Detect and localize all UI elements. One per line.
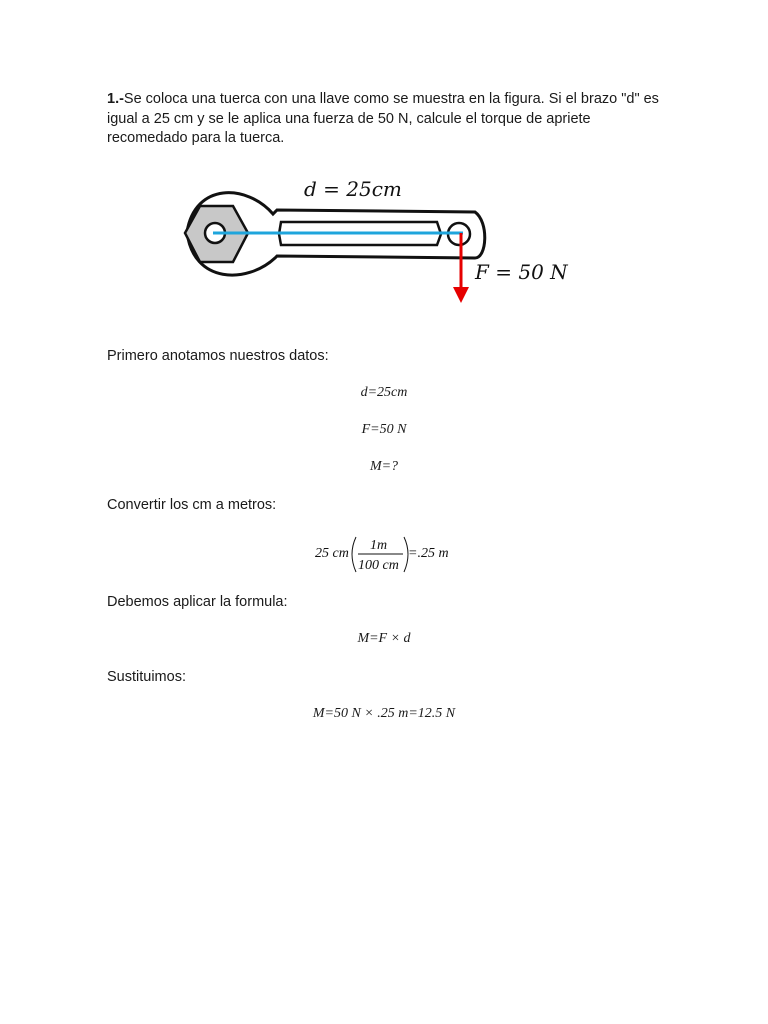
left-paren	[352, 537, 356, 572]
formula-equation-text: M=F × d	[357, 631, 411, 646]
problem-text: Se coloca una tuerca con una llave como se muestra en la figura. Si el brazo "d" es igual a 25 cm y se le aplica una fuerza de 50 N, calcule el torque de apriete recomedado para la tuerca.	[107, 91, 659, 146]
substitute-text: Sustituimos:	[107, 669, 186, 685]
conversion-left: 25 cm	[315, 546, 349, 561]
force-arrow-head	[453, 287, 469, 303]
equation-f-text: F=50 N	[361, 422, 407, 437]
equation-m	[0, 458, 768, 476]
equation-m-text: M=?	[369, 459, 399, 474]
equation-d	[0, 384, 768, 402]
conversion-denominator: 100 cm	[358, 558, 399, 573]
conversion-result: =.25 m	[408, 546, 449, 561]
force-label: F = 50 N	[475, 260, 568, 284]
formula-text: Debemos aplicar la formula:	[107, 594, 288, 610]
substitution-equation	[0, 705, 768, 723]
equation-f	[0, 421, 768, 439]
conversion-svg	[300, 532, 470, 576]
intro-text: Primero anotamos nuestros datos:	[107, 348, 329, 364]
wrench-diagram	[175, 172, 595, 312]
convert-text: Convertir los cm a metros:	[107, 497, 277, 513]
problem-number: 1.-	[107, 91, 124, 107]
conversion-numerator: 1m	[370, 538, 388, 553]
problem-statement	[107, 90, 667, 149]
equation-d-text: d=25cm	[360, 385, 408, 400]
conversion-equation	[300, 532, 470, 576]
formula-equation	[0, 630, 768, 648]
wrench-figure	[175, 172, 595, 312]
substitution-equation-text: M=50 N × .25 m=12.5 N	[312, 706, 456, 721]
distance-label: d = 25cm	[304, 177, 402, 201]
